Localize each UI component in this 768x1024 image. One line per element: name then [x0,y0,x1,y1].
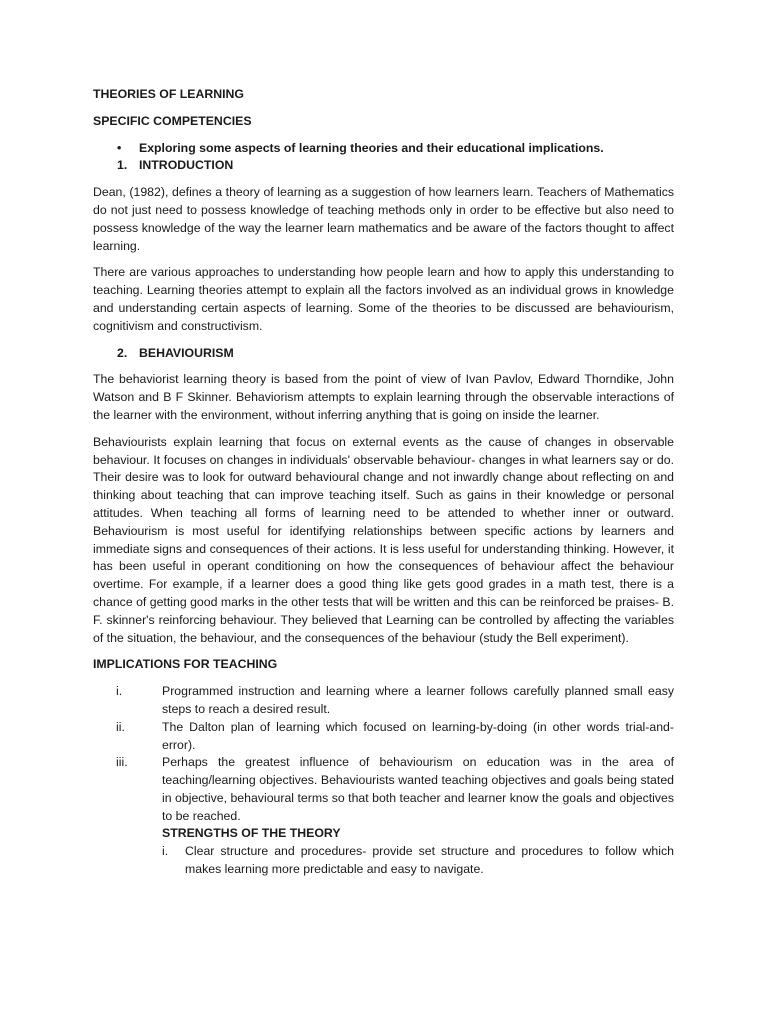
competencies-heading: SPECIFIC COMPETENCIES [93,113,252,128]
implication-item [93,754,674,825]
bullet-marker: • [117,140,122,155]
list-item-text: Perhaps the greatest influence of behaviourism on education was in the area of teaching/learning objectives. Behaviourists wanted teaching objectives and goals being stated in objective, behavioural terms so that both teacher and learner know the goals and objectives to be reached. [162,755,674,823]
list-marker: i. [116,684,123,699]
paragraph-behaviorist-theory: The behaviorist learning theory is based from the point of view of Ivan Pavlov, Edward Thorndike, John Watson and B F Skinner. Behaviorism attempts to explain learning through the observable interactions of the learner with the environment, without inferring anything that is going on inside the learner. [93,372,674,422]
section-heading-behaviourism [93,345,674,363]
strengths-heading: STRENGTHS OF THE THEORY [162,826,341,841]
section-number: 2. [117,345,128,360]
implication-item [93,719,674,755]
strength-item [162,843,674,879]
list-item-text: The Dalton plan of learning which focused on learning-by-doing (in other words trial-and-error). [162,719,674,752]
paragraph-behaviourists-explain: Behaviourists explain learning that focus on external events as the cause of changes in observable behaviour. It focuses on changes in individuals' observable behaviour- changes in what learners say or do. Their desire was to look for outward behavioural change and not inwardly change about reflecting on and thinking about teaching that can improve teaching itself. Such as gains in their knowledge or personal attitudes. When teaching all forms of learning need to be attended to whether inner or outward. Behaviourism is most useful for identifying relationships between specific actions by learners and immediate signs and consequences of their actions. It is less useful for understanding thinking. However, it has been useful in operant conditioning on how the consequences of behaviour affect the behaviour overtime. For example, if a learner does a good thing like gets good grades in a math test, there is a chance of getting good marks in the other tests that will be written and this can be reinforced be praises- B. F. skinner's reinforcing behaviour. They believed that Learning can be controlled by affecting the variables of the situation, the behaviour, and the consequences of the behaviour (study the Bell experiment). [93,434,675,645]
list-item-text: Programmed instruction and learning where a learner follows carefully planned small easy steps to reach a desired result. [162,684,674,716]
implication-item [93,683,674,719]
implications-heading: IMPLICATIONS FOR TEACHING [93,657,278,672]
list-marker: iii. [116,755,128,770]
competency-text: Exploring some aspects of learning theories and their educational implications. [139,140,604,155]
section-title: INTRODUCTION [139,158,234,173]
paragraph-definition: Dean, (1982), defines a theory of learning as a suggestion of how learners learn. Teachers of Mathematics do not just need to possess knowledge of teaching methods only in order to be effective but also need to possess knowledge of the way the learner learn mathematics and be aware of the factors thought to affect learning. [93,185,674,253]
section-heading-introduction [93,157,674,175]
section-number: 1. [117,158,128,173]
section-title: BEHAVIOURISM [139,345,234,360]
competency-item [93,140,674,158]
list-marker: i. [162,844,169,859]
document-title: THEORIES OF LEARNING [93,87,244,101]
paragraph-approaches: There are various approaches to understanding how people learn and how to apply this understanding to teaching. Learning theories attempt to explain all the factors involved as an individual grows in knowledge and understanding certain aspects of learning. Some of the theories to be discussed are behaviourism, cognitivism and constructivism. [93,265,674,333]
list-marker: ii. [116,719,125,734]
list-item-text: Clear structure and procedures- provide set structure and procedures to follow which makes learning more predictable and easy to navigate. [185,844,674,877]
document-body [93,86,674,879]
